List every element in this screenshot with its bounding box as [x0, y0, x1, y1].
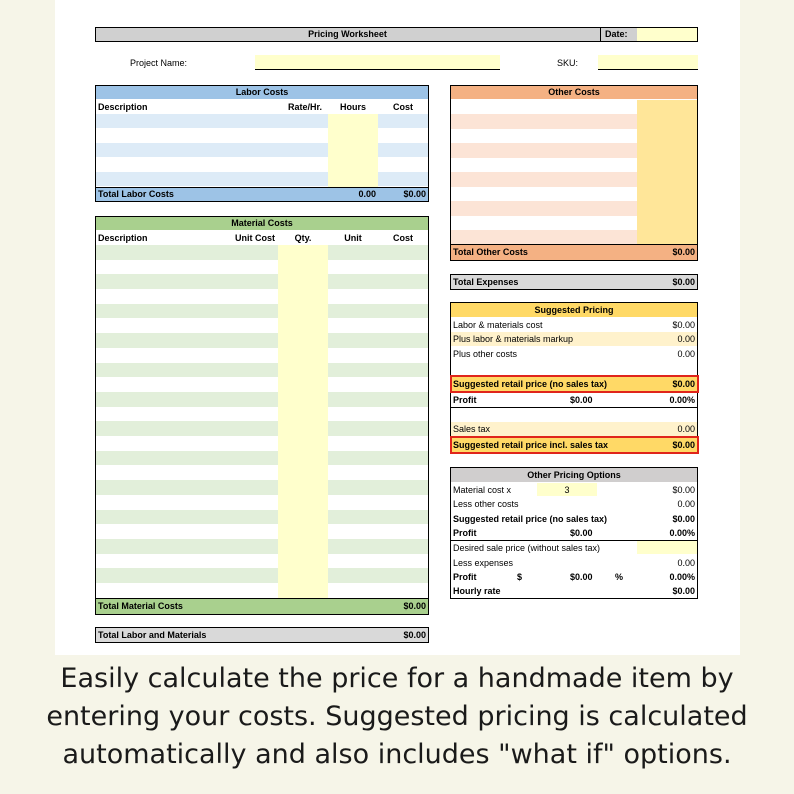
op-profit2-percent: % [615, 572, 624, 582]
labor-total-label: Total Labor Costs [98, 189, 174, 199]
op-profit1-amount: $0.00 [570, 528, 593, 538]
op-material-x-factor: 3 [564, 485, 570, 495]
sp-tax-value: 0.00 [677, 424, 695, 434]
material-row[interactable] [96, 274, 428, 289]
project-name-label: Project Name: [130, 58, 188, 68]
caption-line-1: Easily calculate the price for a handmade item by [60, 663, 734, 694]
op-profit2-pct: 0.00% [669, 572, 695, 582]
labor-total-hours: 0.00 [358, 189, 376, 199]
sp-profit-amount: $0.00 [570, 395, 593, 405]
spreadsheet [55, 0, 740, 655]
material-col-description: Description [98, 233, 148, 243]
sp-profit-pct: 0.00% [669, 395, 695, 405]
sp-retail-label: Suggested retail price (no sales tax) [453, 379, 608, 389]
total-expenses-value: $0.00 [672, 277, 695, 287]
sku-label: SKU: [557, 58, 579, 68]
sp-retail-tax-label: Suggested retail price incl. sales tax [453, 440, 609, 450]
material-row[interactable] [96, 245, 428, 260]
material-row[interactable] [96, 539, 428, 554]
date-input[interactable] [637, 28, 697, 41]
op-material-x-label: Material cost x [453, 485, 512, 495]
op-retail-label: Suggested retail price (no sales tax) [453, 514, 608, 524]
material-row[interactable] [96, 363, 428, 378]
other-cost-row[interactable] [451, 172, 637, 187]
material-col-unit: Unit [344, 233, 362, 243]
material-row[interactable] [96, 451, 428, 466]
material-costs-title: Material Costs [231, 218, 293, 228]
op-profit2-label: Profit [453, 572, 477, 582]
other-total-label: Total Other Costs [453, 247, 528, 257]
labor-col-cost: Cost [393, 102, 413, 112]
sp-other-label: Plus other costs [453, 349, 518, 359]
sp-tax-label: Sales tax [453, 424, 491, 434]
op-profit2-amount: $0.00 [570, 572, 593, 582]
op-less-expenses-label: Less expenses [453, 558, 514, 568]
sp-retail-value: $0.00 [672, 379, 695, 389]
sp-profit-label: Profit [453, 395, 477, 405]
other-pricing-options-title: Other Pricing Options [527, 470, 621, 480]
op-less-other-label: Less other costs [453, 499, 519, 509]
op-material-x-value: $0.00 [672, 485, 695, 495]
material-row[interactable] [96, 421, 428, 436]
labor-costs-title: Labor Costs [235, 87, 289, 97]
material-total-cost: $0.00 [403, 601, 426, 611]
material-row[interactable] [96, 568, 428, 583]
sp-markup-label: Plus labor & materials markup [453, 334, 574, 344]
labor-col-rate: Rate/Hr. [287, 102, 322, 112]
suggested-pricing-title: Suggested Pricing [534, 305, 614, 315]
op-profit1-label: Profit [453, 528, 477, 538]
project-name-input[interactable] [255, 55, 500, 70]
labor-hours-input[interactable] [328, 114, 378, 187]
op-profit2-dollar: $ [517, 572, 523, 582]
other-total-value: $0.00 [672, 247, 695, 257]
labor-row[interactable] [96, 114, 428, 128]
other-cost-row[interactable] [451, 114, 637, 129]
caption-line-3: automatically and also includes "what if" options. [62, 739, 732, 770]
sku-input[interactable] [598, 55, 698, 70]
sp-labor-materials-label: Labor & materials cost [453, 320, 543, 330]
labor-col-hours: Hours [339, 102, 366, 112]
date-label: Date: [605, 29, 628, 39]
caption [0, 660, 794, 774]
material-row[interactable] [96, 392, 428, 407]
other-cost-input[interactable] [637, 100, 697, 245]
total-labor-materials-value: $0.00 [403, 630, 426, 640]
op-less-other-value: 0.00 [677, 499, 695, 509]
sp-markup-value: 0.00 [677, 334, 695, 344]
sp-other-value: 0.00 [677, 349, 695, 359]
op-hourly-label: Hourly rate [453, 586, 501, 596]
total-expenses-label: Total Expenses [453, 277, 519, 287]
op-less-expenses-value: 0.00 [677, 558, 695, 568]
material-row[interactable] [96, 304, 428, 319]
desired-price-input[interactable] [637, 541, 697, 554]
material-col-unit-cost: Unit Cost [235, 233, 275, 243]
other-cost-row[interactable] [451, 201, 637, 216]
total-labor-materials-label: Total Labor and Materials [98, 630, 207, 640]
page-title: Pricing Worksheet [308, 29, 387, 39]
labor-total-cost: $0.00 [403, 189, 426, 199]
other-cost-row[interactable] [451, 143, 637, 158]
material-row[interactable] [96, 510, 428, 525]
op-retail-value: $0.00 [672, 514, 695, 524]
op-hourly-value: $0.00 [672, 586, 695, 596]
labor-row[interactable] [96, 143, 428, 157]
material-row[interactable] [96, 480, 428, 495]
labor-col-description: Description [98, 102, 148, 112]
sp-retail-tax-value: $0.00 [672, 440, 695, 450]
material-total-label: Total Material Costs [98, 601, 183, 611]
op-desired-label: Desired sale price (without sales tax) [453, 543, 601, 553]
other-cost-row[interactable] [451, 230, 637, 245]
sp-labor-materials-value: $0.00 [672, 320, 695, 330]
caption-line-2: entering your costs. Suggested pricing is calculated [46, 701, 748, 732]
labor-row[interactable] [96, 172, 428, 186]
op-profit1-pct: 0.00% [669, 528, 695, 538]
material-col-qty: Qty. [294, 233, 312, 243]
material-row[interactable] [96, 333, 428, 348]
other-costs-title: Other Costs [548, 87, 600, 97]
material-col-cost: Cost [393, 233, 413, 243]
material-qty-input[interactable] [278, 245, 328, 598]
